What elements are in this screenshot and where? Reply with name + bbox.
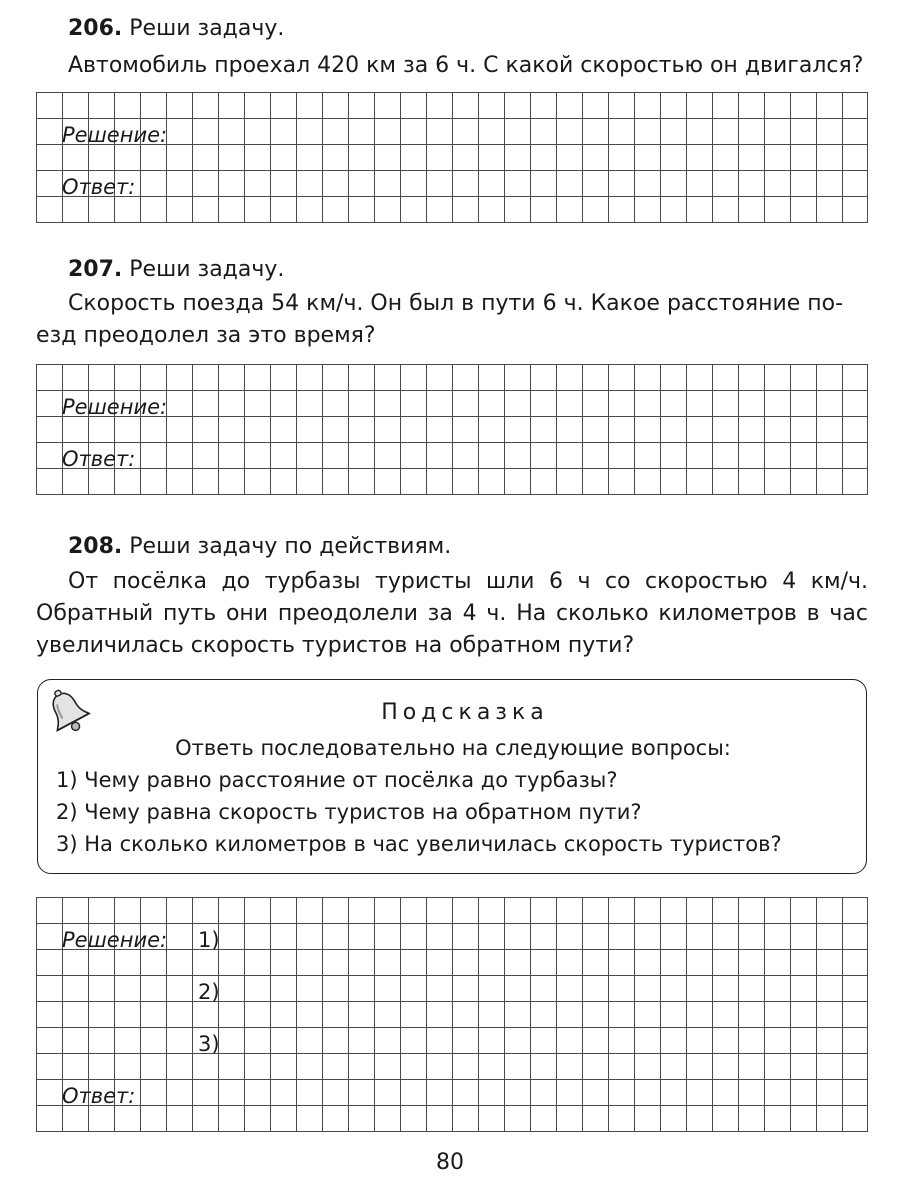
task-208-solution-label: Решение: xyxy=(62,928,168,952)
task-208-step-3: 3) xyxy=(198,1032,220,1056)
hint-box xyxy=(37,679,867,874)
task-208-number: 208. xyxy=(68,534,123,559)
task-208-step-2: 2) xyxy=(198,980,220,1004)
task-207-heading xyxy=(68,255,284,285)
task-208-title: Реши задачу по действиям. xyxy=(129,534,452,559)
task-208-step-1: 1) xyxy=(198,928,220,952)
task-207-text-line-1: Скорость поезда 54 км/ч. Он был в пути 6 ч. Какое расстояние по- xyxy=(68,291,844,316)
task-208-heading xyxy=(68,532,451,562)
task-207-title: Реши задачу. xyxy=(129,257,285,282)
task-208-text-line-3: увеличилась скорость туристов на обратном пути? xyxy=(36,633,635,658)
page-number: 80 xyxy=(436,1150,464,1175)
hint-question-1: 1) Чему равно расстояние от посёлка до турбазы? xyxy=(56,768,618,792)
task-208-text-line-1: От посёлка до турбазы туристы шли 6 ч со скоростью 4 км/ч. xyxy=(68,569,868,594)
task-208-answer-label: Ответ: xyxy=(62,1084,136,1108)
task-206-solution-label: Решение: xyxy=(62,123,168,147)
task-207-answer-label: Ответ: xyxy=(62,447,136,471)
task-207-solution-label: Решение: xyxy=(62,395,168,419)
hint-intro: Ответь последовательно на следующие вопросы: xyxy=(175,736,731,760)
task-206-answer-grid[interactable] xyxy=(36,92,868,223)
task-207-text-line-2: езд преодолел за это время? xyxy=(36,323,376,348)
task-208-text-line-2: Обратный путь они преодолели за 4 ч. На сколько километров в час xyxy=(36,601,868,626)
task-206-answer-label: Ответ: xyxy=(62,175,136,199)
task-206-text: Автомобиль проехал 420 км за 6 ч. С какой скоростью он двигался? xyxy=(68,53,864,78)
task-207-answer-grid[interactable] xyxy=(36,364,868,495)
task-208-answer-grid[interactable] xyxy=(36,897,868,1132)
hint-question-2: 2) Чему равна скорость туристов на обратном пути? xyxy=(56,800,642,824)
task-206-heading xyxy=(68,14,284,44)
task-206-number: 206. xyxy=(68,16,123,41)
hint-question-3: 3) На сколько километров в час увеличилась скорость туристов? xyxy=(56,832,782,856)
task-206-title: Реши задачу. xyxy=(129,16,285,41)
task-207-number: 207. xyxy=(68,257,123,282)
hint-title: Подсказка xyxy=(381,700,549,725)
